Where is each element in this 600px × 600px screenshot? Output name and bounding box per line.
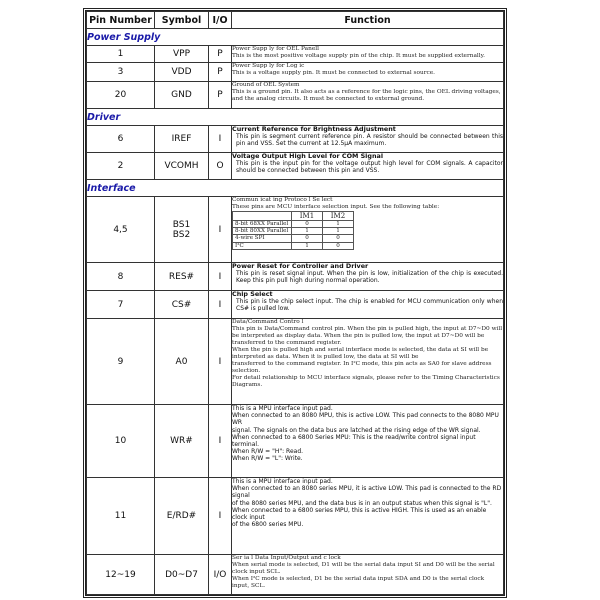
table-row (87, 153, 504, 180)
symbol: VPP (155, 46, 209, 63)
im1-value: 1 (292, 242, 323, 249)
function-text: transferred to the command register. In I²C mode, this pin acts as SA0 for slave address selection. (232, 361, 492, 374)
function-cell (232, 319, 504, 405)
function-text: This is a MPU interface input pad. (232, 405, 333, 412)
function-title: Chip Select (232, 290, 273, 298)
table-row (87, 263, 504, 291)
section-title: Power Supply (87, 29, 504, 46)
function-cell (232, 46, 504, 63)
pin-number: 1 (87, 46, 155, 63)
section-power-supply (87, 29, 504, 46)
im2-value: 0 (323, 235, 354, 242)
symbol: VDD (155, 63, 209, 82)
function-title: Power Reset for Controller and Driver (232, 262, 369, 270)
section-driver (87, 109, 504, 126)
function-cell (232, 63, 504, 82)
function-text: When serial mode is selected, D1 will be the serial data input SI and D0 will be the serial clock input SCL. (232, 562, 495, 575)
function-cell (232, 555, 504, 595)
mode-label: I²C (233, 242, 292, 249)
function-text: When the pin is pulled high and serial interface mode is selected, the data at SI will be interpreted as data. When it is pulled low, the data at SI will be (232, 347, 489, 360)
pin-number: 8 (87, 263, 155, 291)
symbol: E/RD# (155, 478, 209, 555)
section-interface (87, 180, 504, 197)
function-text: This pin is Data/Command control pin. When the pin is pulled high, the input at D7~D0 will be interpreted as display data. When the pin is pulled low, the input at D7~D0 will be transferred to the command register. (232, 326, 503, 346)
function-title: Power Supp ly for Log ic (232, 63, 305, 69)
table-row (87, 82, 504, 109)
function-cell (232, 82, 504, 109)
pin-number: 3 (87, 63, 155, 82)
im1-value: 0 (292, 221, 323, 228)
io-type: P (209, 63, 232, 82)
io-type: I (209, 263, 232, 291)
function-text: of the 8080 series MPU, and the data bus is in an output status when this signal is "L". (232, 499, 492, 507)
io-type: I (209, 197, 232, 263)
io-type: I (209, 126, 232, 153)
table-row (87, 63, 504, 82)
mode-label: 4-wire SPI (233, 235, 292, 242)
function-cell (232, 197, 504, 263)
function-title: Data/Command Contro l (232, 319, 304, 325)
io-type: I (209, 291, 232, 319)
header-function: Function (232, 12, 504, 29)
function-cell (232, 478, 504, 555)
function-text: When R/W = "H": Read. (232, 448, 304, 456)
function-text: This pin is the chip select input. The chip is enabled for MCU communication only when CS# is pulled low. (236, 298, 503, 313)
header-pin-number: Pin Number (87, 12, 155, 29)
io-type: I (209, 405, 232, 478)
function-text: These pins are MCU interface selection input. See the following table: (232, 204, 440, 210)
function-cell (232, 405, 504, 478)
io-type: P (209, 82, 232, 109)
section-title: Interface (87, 180, 504, 197)
subtable-row (233, 228, 354, 235)
subtable-header-row (233, 212, 354, 221)
pin-number: 20 (87, 82, 155, 109)
function-text: This is a MPU interface input pad. (232, 478, 333, 485)
pin-description-table-frame (83, 8, 507, 598)
table-header-row (87, 12, 504, 29)
pin-number: 11 (87, 478, 155, 555)
symbol: RES# (155, 263, 209, 291)
header-symbol: Symbol (155, 12, 209, 29)
im1-value: 1 (292, 228, 323, 235)
function-title: Ser ia l Data Input/Output and c lock (232, 555, 341, 561)
function-text: When R/W = "L": Write. (232, 455, 303, 463)
pin-number: 7 (87, 291, 155, 319)
table-row (87, 126, 504, 153)
subtable-row (233, 235, 354, 242)
symbol: D0~D7 (155, 555, 209, 595)
pin-description-table (86, 11, 504, 595)
symbol: WR# (155, 405, 209, 478)
im2-value: 1 (323, 221, 354, 228)
interface-selection-table (232, 211, 354, 250)
section-title: Driver (87, 109, 504, 126)
function-title: Voltage Output High Level for COM Signal (232, 152, 384, 160)
function-cell (232, 291, 504, 319)
symbol: VCOMH (155, 153, 209, 180)
function-title: Commun icat ing Protoco l Se lect (232, 197, 333, 203)
io-type: I (209, 478, 232, 555)
table-row (87, 197, 504, 263)
mode-label: 8-bit 68XX Parallel (233, 221, 292, 228)
subtable-header-im2: IM2 (323, 212, 354, 221)
function-cell (232, 126, 504, 153)
io-type: I (209, 319, 232, 405)
table-row (87, 291, 504, 319)
subtable-row (233, 242, 354, 249)
symbol (155, 197, 209, 263)
function-cell (232, 263, 504, 291)
pin-number: 6 (87, 126, 155, 153)
table-row (87, 46, 504, 63)
pin-number: 4,5 (87, 197, 155, 263)
subtable-header-im1: IM1 (292, 212, 323, 221)
function-text: For detail relationship to MCU interface signals, please refer to the Timing Characteristics Diagrams. (232, 375, 500, 388)
function-text: This pin is reset signal input. When the pin is low, initialization of the chip is executed. Keep this pin pull high during normal operation. (236, 270, 503, 285)
im2-value: 0 (323, 242, 354, 249)
symbol: A0 (155, 319, 209, 405)
table-row (87, 555, 504, 595)
pin-number: 2 (87, 153, 155, 180)
function-cell (232, 153, 504, 180)
function-text: of the 6800 series MPU. (232, 521, 304, 529)
im1-value: 0 (292, 235, 323, 242)
function-text: When I²C mode is selected, D1 be the serial data input SDA and D0 is the serial clock input, SCL. (232, 576, 485, 589)
io-type: O (209, 153, 232, 180)
table-row (87, 405, 504, 478)
io-type: P (209, 46, 232, 63)
io-type: I/O (209, 555, 232, 595)
function-text: This is a ground pin. It also acts as a reference for the logic pins, the OEL driving voltages, and the analog circuits. It must be connected to external ground. (232, 89, 501, 102)
subtable-header-blank (233, 212, 292, 221)
function-text: When connected to an 8080 MPU, this is active LOW. This pad connects to the 8080 MPU WR (232, 412, 499, 427)
symbol-bs2: BS2 (172, 229, 191, 240)
function-text: This pin is segment current reference pin. A resistor should be connected between this pin and VSS. Set the current at 12.5μA maximum. (236, 133, 503, 148)
subtable-row (233, 221, 354, 228)
im2-value: 1 (323, 228, 354, 235)
function-text: When connected to a 6800 series MPU, this is active HIGH. This is used as an enable clock input (232, 506, 487, 522)
function-title: Power Supp ly for OEL Panell (232, 46, 319, 52)
function-text: When connected to a 6800 Series MPU: This is the read/write control signal input terminal. (232, 433, 476, 449)
pin-number: 9 (87, 319, 155, 405)
symbol: CS# (155, 291, 209, 319)
header-io: I/O (209, 12, 232, 29)
symbol: IREF (155, 126, 209, 153)
table-row (87, 319, 504, 405)
function-title: Current Reference for Brightness Adjustment (232, 125, 396, 133)
function-text: This is the most positive voltage supply pin of the chip. It must be supplied externally. (232, 53, 485, 59)
symbol: GND (155, 82, 209, 109)
table-row (87, 478, 504, 555)
function-text: signal. The signals on the data bus are latched at the rising edge of the WR signal. (232, 426, 481, 434)
symbol-bs1: BS1 (172, 219, 191, 230)
pin-number: 12~19 (87, 555, 155, 595)
function-text: This pin is the input pin for the voltage output high level for COM signals. A capacitor should be connected between this pin and VSS. (236, 160, 503, 175)
function-text: This is a voltage supply pin. It must be connected to external source. (232, 70, 436, 76)
function-text: When connected to an 8080 series MPU, it is active LOW. This pad is connected to the RD signal (232, 485, 502, 500)
function-title: Ground of OEL System (232, 82, 300, 88)
pin-number: 10 (87, 405, 155, 478)
mode-label: 8-bit 80XX Parallel (233, 228, 292, 235)
